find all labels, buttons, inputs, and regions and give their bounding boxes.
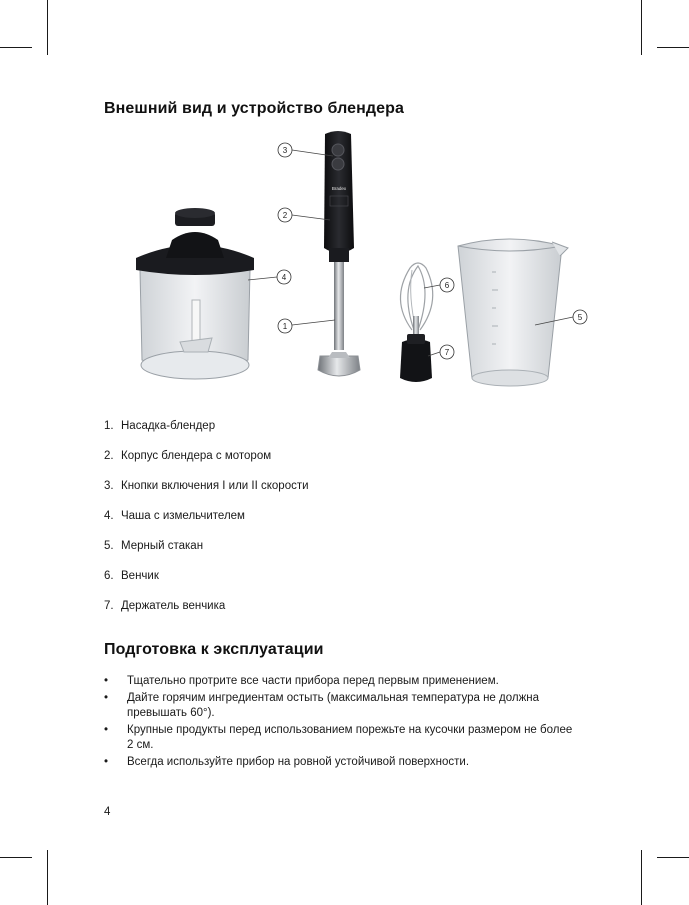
preparation-item — [104, 755, 574, 771]
section-title-appearance: Внешний вид и устройство блендера — [104, 100, 405, 117]
page-number: 4 — [104, 806, 111, 818]
parts-list-item — [104, 415, 309, 445]
crop-mark — [47, 0, 48, 55]
section-title-preparation: Подготовка к эксплуатации — [104, 641, 324, 658]
brand-label: Bradex — [331, 186, 347, 191]
part-label: Держатель венчика — [121, 600, 226, 612]
whisk — [400, 263, 432, 338]
callout-3 — [278, 143, 292, 157]
parts-list — [104, 415, 309, 625]
callout-7-label: 7 — [444, 348, 450, 357]
chopper-bowl — [136, 208, 254, 379]
crop-mark — [657, 857, 689, 858]
measuring-cup — [458, 239, 568, 386]
part-label: Мерный стакан — [121, 540, 204, 552]
parts-list-item — [104, 475, 309, 505]
preparation-text: Всегда используйте прибор на ровной устойчивой поверхности. — [127, 755, 470, 768]
callout-2-label: 2 — [282, 211, 288, 220]
preparation-text: Крупные продукты перед использованием порежьте на кусочки размером не более 2 см. — [127, 723, 573, 751]
callout-3-label: 3 — [282, 146, 288, 155]
part-number: 5. — [104, 540, 114, 552]
part-number: 2. — [104, 450, 114, 462]
bullet-icon: • — [104, 723, 109, 736]
part-number: 3. — [104, 480, 114, 492]
crop-mark — [47, 850, 48, 905]
callout-6 — [440, 278, 454, 292]
callout-2 — [278, 208, 292, 222]
whisk-holder — [400, 334, 432, 382]
parts-list-item — [104, 445, 309, 475]
preparation-text: Дайте горячим ингредиентам остыть (максимальная температура не должна превышать 60°). — [127, 691, 540, 719]
blender-illustration — [120, 120, 600, 400]
part-label: Венчик — [121, 570, 159, 582]
parts-list-item — [104, 505, 309, 535]
part-label: Чаша с измельчителем — [121, 510, 245, 522]
part-label: Корпус блендера с мотором — [121, 450, 272, 462]
parts-list-item — [104, 595, 309, 625]
crop-mark — [0, 857, 32, 858]
part-number: 7. — [104, 600, 114, 612]
bullet-icon: • — [104, 691, 109, 704]
callout-1 — [278, 319, 292, 333]
preparation-item — [104, 723, 574, 754]
crop-mark — [657, 47, 689, 48]
crop-mark — [641, 850, 642, 905]
parts-list-item — [104, 535, 309, 565]
callout-5-label: 5 — [577, 313, 583, 322]
callout-4-label: 4 — [281, 273, 287, 282]
preparation-text: Тщательно протрите все части прибора перед первым применением. — [127, 675, 499, 687]
part-label: Насадка-блендер — [121, 420, 216, 432]
preparation-item — [104, 691, 574, 722]
preparation-list — [104, 674, 574, 771]
crop-mark — [641, 0, 642, 55]
callout-4 — [277, 270, 291, 284]
part-number: 4. — [104, 510, 114, 522]
bullet-icon: • — [104, 675, 109, 687]
bullet-icon: • — [104, 755, 109, 768]
callout-7 — [440, 345, 454, 359]
part-number: 6. — [104, 570, 114, 582]
callout-1-label: 1 — [282, 322, 288, 331]
parts-list-item — [104, 565, 309, 595]
hand-blender — [318, 131, 360, 376]
crop-mark — [0, 47, 32, 48]
part-number: 1. — [104, 420, 114, 432]
preparation-item — [104, 674, 574, 690]
callout-6-label: 6 — [444, 281, 450, 290]
callout-5 — [573, 310, 587, 324]
part-label: Кнопки включения I или II скорости — [121, 480, 309, 492]
